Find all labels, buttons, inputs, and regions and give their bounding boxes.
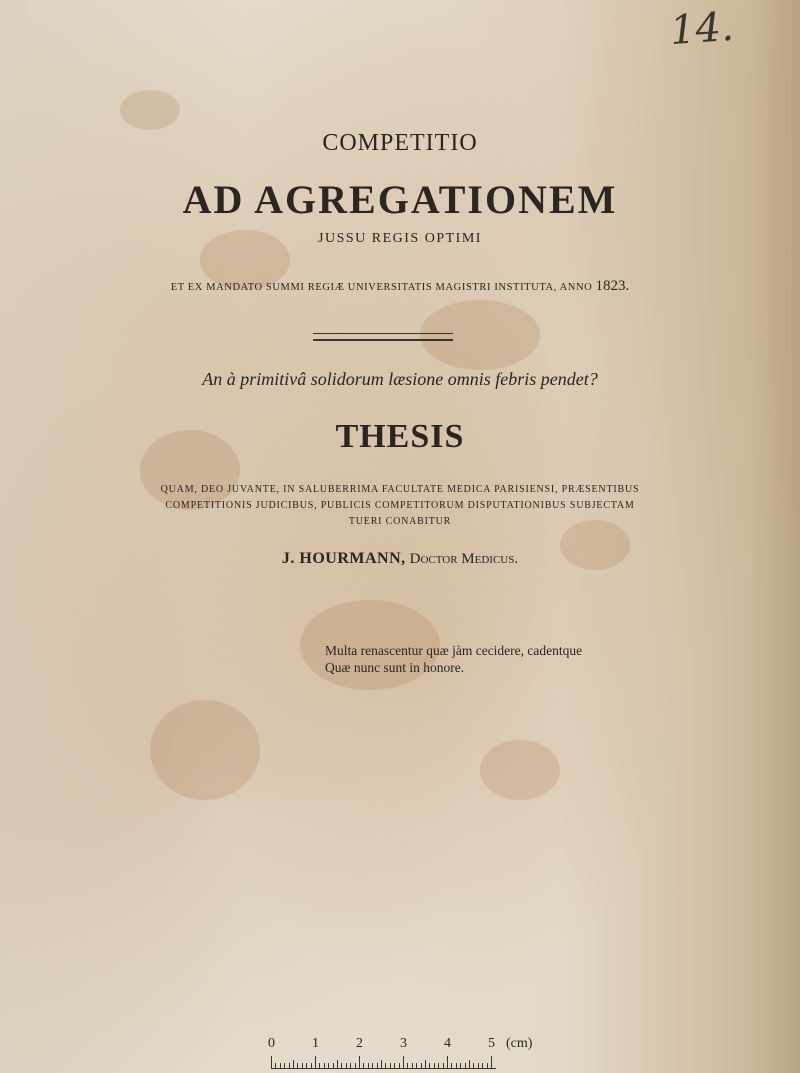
scale-tick [346, 1063, 347, 1068]
heading-competitio: COMPETITIO [322, 130, 478, 156]
scale-tick [399, 1063, 400, 1068]
centimeter-scale [262, 1036, 542, 1070]
scale-label: 1 [312, 1036, 319, 1051]
scale-tick [306, 1063, 307, 1068]
subheading-jussu: JUSSU REGIS OPTIMI [318, 231, 482, 246]
scale-label: 0 [268, 1036, 275, 1051]
scale-tick [443, 1063, 444, 1068]
scale-tick [284, 1063, 285, 1068]
scale-tick [324, 1063, 325, 1068]
scale-tick [297, 1063, 298, 1068]
mandato-text: ET EX MANDATO SUMMI REGIÆ UNIVERSITATIS MAGISTRI INSTITUTA, ANNO [170, 282, 596, 293]
scale-tick [271, 1056, 272, 1068]
scale-tick [302, 1063, 303, 1068]
scale-tick [359, 1056, 360, 1068]
subheading-mandato [0, 278, 800, 295]
scale-tick [421, 1063, 422, 1068]
scale-tick [482, 1063, 483, 1068]
scale-tick [403, 1056, 404, 1068]
foxing-stain [120, 90, 180, 130]
scale-tick [368, 1063, 369, 1068]
double-rule-divider [313, 333, 453, 341]
scale-tick [465, 1063, 466, 1068]
scale-tick [434, 1063, 435, 1068]
scale-tick [473, 1063, 474, 1068]
year: 1823. [595, 278, 630, 294]
scale-tick [416, 1063, 417, 1068]
scale-tick [293, 1060, 294, 1068]
scale-tick [412, 1063, 413, 1068]
thesis-description [0, 482, 800, 530]
scale-label: 3 [400, 1036, 407, 1051]
scale-label: 5 [488, 1036, 495, 1051]
scale-tick [394, 1063, 395, 1068]
epigraph-line: Quæ nunc sunt in honore. [325, 660, 465, 675]
scale-tick [333, 1063, 334, 1068]
scale-tick [315, 1056, 316, 1068]
scale-tick [381, 1060, 382, 1068]
scale-tick [337, 1060, 338, 1068]
scale-tick [407, 1063, 408, 1068]
scale-tick [372, 1063, 373, 1068]
scale-tick [447, 1056, 448, 1068]
scale-tick [275, 1063, 276, 1068]
scale-tick [478, 1063, 479, 1068]
scale-tick [377, 1063, 378, 1068]
scale-label: 2 [356, 1036, 363, 1051]
scale-tick [438, 1063, 439, 1068]
thesis-title: THESIS [335, 418, 465, 455]
scale-tick [319, 1063, 320, 1068]
scale-tick [390, 1063, 391, 1068]
description-line: TUERI CONABITUR [348, 516, 452, 527]
description-line: COMPETITIONIS JUDICIBUS, PUBLICIS COMPETITORUM DISPUTATIONIBUS SUBJECTAM [165, 500, 635, 511]
epigraph [325, 642, 582, 676]
scale-tick [289, 1063, 290, 1068]
scale-tick [456, 1063, 457, 1068]
author-line [0, 550, 800, 568]
epigraph-line: Multa renascentur quæ jàm cecidere, cadentque [325, 643, 583, 658]
scale-tick [429, 1063, 430, 1068]
scale-bar [271, 1056, 496, 1069]
foxing-stain [150, 700, 260, 800]
thesis-question: An à primitivâ solidorum læsione omnis febris pendet? [202, 369, 598, 389]
author-title: Doctor Medicus. [409, 551, 519, 567]
scale-tick [350, 1063, 351, 1068]
scale-tick [451, 1063, 452, 1068]
author-name: J. HOURMANN, [281, 550, 406, 567]
scale-tick [280, 1063, 281, 1068]
scale-tick [385, 1063, 386, 1068]
scale-label: 4 [444, 1036, 451, 1051]
scale-tick [425, 1060, 426, 1068]
description-line: QUAM, DEO JUVANTE, IN SALUBERRIMA FACULTATE MEDICA PARISIENSI, PRÆSENTIBUS [160, 484, 640, 495]
scale-tick [328, 1063, 329, 1068]
scale-tick [311, 1063, 312, 1068]
scale-tick [341, 1063, 342, 1068]
scale-tick [460, 1063, 461, 1068]
scale-tick [355, 1063, 356, 1068]
scale-tick [491, 1056, 492, 1068]
heading-ad-agregationem: AD AGREGATIONEM [182, 177, 618, 222]
foxing-stain [480, 740, 560, 800]
scale-tick [363, 1063, 364, 1068]
scale-tick [469, 1060, 470, 1068]
handwritten-folio-number: 14. [668, 3, 736, 55]
scale-unit: (cm) [506, 1036, 533, 1051]
scale-tick [487, 1063, 488, 1068]
